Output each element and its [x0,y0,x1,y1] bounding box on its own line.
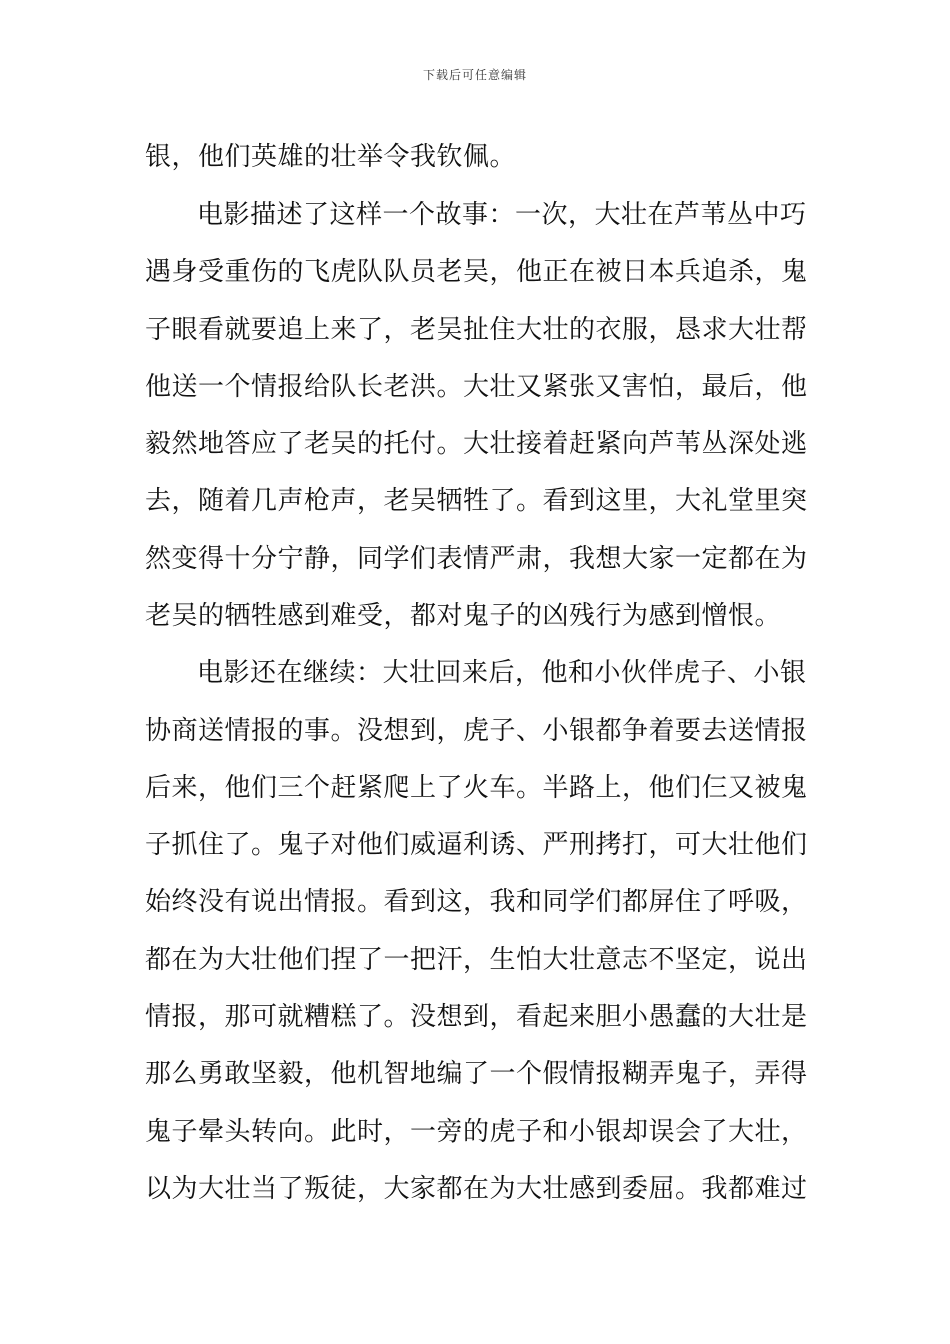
text-line: 然变得十分宁静，同学们表情严肃，我想大家一定都在为 [145,544,808,574]
text-line: 电影还在继续：大壮回来后，他和小伙伴虎子、小银 [197,658,807,688]
text-line: 以为大壮当了叛徒，大家都在为大壮感到委屈。我都难过 [145,1174,808,1204]
text-line: 那么勇敢坚毅，他机智地编了一个假情报糊弄鬼子，弄得 [145,1059,808,1089]
text-line: 子眼看就要追上来了，老吴扯住大壮的衣服，恳求大壮帮 [145,315,808,345]
text-line: 电影描述了这样一个故事：一次，大壮在芦苇丛中巧 [197,200,807,230]
text-line: 子抓住了。鬼子对他们威逼利诱、严刑拷打，可大壮他们 [145,830,808,860]
text-line: 遇身受重伤的飞虎队队员老吴，他正在被日本兵追杀，鬼 [145,257,808,287]
text-line: 协商送情报的事。没想到，虎子、小银都争着要去送情报 [145,716,808,746]
text-line: 后来，他们三个赶紧爬上了火车。半路上，他们仨又被鬼 [145,773,808,803]
page-header: 下载后可任意编辑 [422,68,527,82]
text-line: 都在为大壮他们捏了一把汗，生怕大壮意志不坚定，说出 [145,945,808,975]
text-line: 老吴的牺牲感到难受，都对鬼子的凶残行为感到憎恨。 [145,601,782,631]
text-line: 毅然地答应了老吴的托付。大壮接着赶紧向芦苇丛深处逃 [145,429,808,459]
text-line: 银，他们英雄的壮举令我钦佩。 [145,142,517,172]
text-line: 鬼子晕头转向。此时，一旁的虎子和小银却误会了大壮， [145,1117,808,1147]
text-line: 他送一个情报给队长老洪。大壮又紧张又害怕，最后，他 [145,372,808,402]
text-line: 去，随着几声枪声，老吴牺牲了。看到这里，大礼堂里突 [145,486,808,516]
text-line: 始终没有说出情报。看到这，我和同学们都屏住了呼吸， [145,887,808,917]
text-line: 情报，那可就糟糕了。没想到，看起来胆小愚蠢的大壮是 [145,1002,808,1032]
